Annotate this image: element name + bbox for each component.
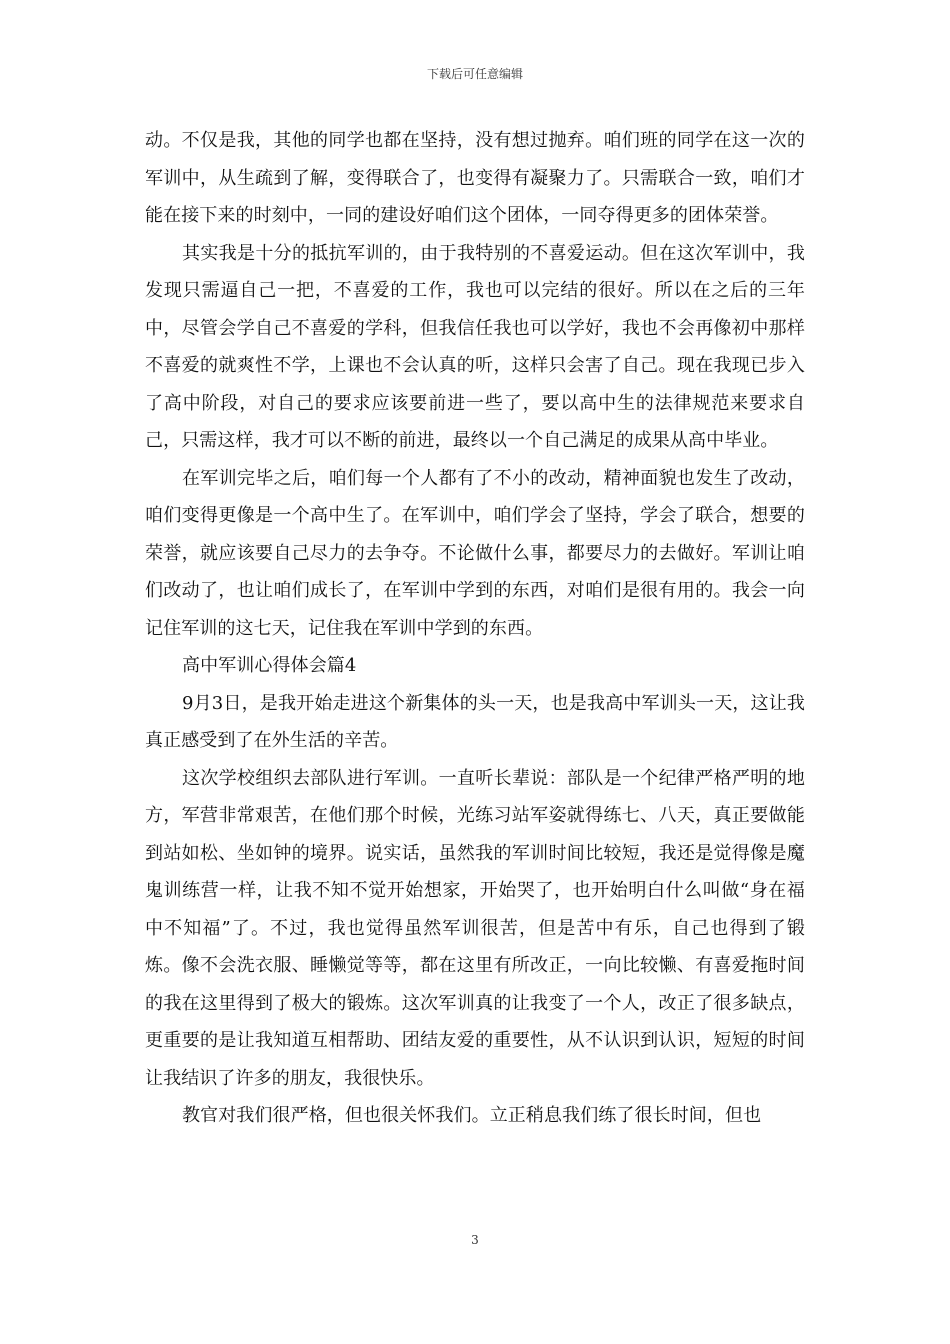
page-header: 下载后可任意编辑 xyxy=(426,67,523,81)
paragraph-1: 动。不仅是我，其他的同学也都在坚持，没有想过抛弃。咱们班的同学在这一次的军训中，从生疏到了解，变得联合了，也变得有凝聚力了。只需联合一致，咱们才能在接下来的时刻中，一同的建设好咱们这个团体，一同夺得更多的团体荣誉。 xyxy=(145,130,805,226)
paragraph-6: 教官对我们很严格，但也很关怀我们。立正稍息我们练了很长时间，但也 xyxy=(182,1105,762,1126)
document-body xyxy=(145,122,805,1135)
paragraph-2: 其实我是十分的抵抗军训的，由于我特别的不喜爱运动。但在这次军训中，我发现只需逼自己一把，不喜爱的工作，我也可以完结的很好。所以在之后的三年中，尽管会学自己不喜爱的学科，但我信任我也可以学好，我也不会再像初中那样不喜爱的就爽性不学，上课也不会认真的听，这样只会害了自己。现在我现已步入了高中阶段，对自己的要求应该要前进一些了，要以高中生的法律规范来要求自己，只需这样，我才可以不断的前进，最终以一个自己满足的成果从高中毕业。 xyxy=(145,242,805,451)
paragraph-3: 在军训完毕之后，咱们每一个人都有了不小的改动，精神面貌也发生了改动，咱们变得更像是一个高中生了。在军训中，咱们学会了坚持，学会了联合，想要的荣誉，就应该要自己尽力的去争夺。不论做什么事，都要尽力的去做好。军训让咱们改动了，也让咱们成长了，在军训中学到的东西，对咱们是很有用的。我会一向记住军训的这七天，记住我在军训中学到的东西。 xyxy=(145,467,805,639)
paragraph-4: 9月3日，是我开始走进这个新集体的头一天，也是我高中军训头一天，这让我真正感受到了在外生活的辛苦。 xyxy=(145,692,805,751)
section-heading: 高中军训心得体会篇4 xyxy=(182,655,357,676)
page-number: 3 xyxy=(471,1233,479,1247)
paragraph-5: 这次学校组织去部队进行军训。一直听长辈说：部队是一个纪律严格严明的地方，军营非常艰苦，在他们那个时候，光练习站军姿就得练七、八天，真正要做能到站如松、坐如钟的境界。说实话，虽然我的军训时间比较短，我还是觉得像是魔鬼训练营一样，让我不知不觉开始想家，开始哭了，也开始明白什么叫做“身在福中不知福”了。不过，我也觉得虽然军训很苦，但是苦中有乐，自己也得到了锻炼。像不会洗衣服、睡懒觉等等，都在这里有所改正，一向比较懒、有喜爱拖时间的我在这里得到了极大的锻炼。这次军训真的让我变了一个人，改正了很多缺点，更重要的是让我知道互相帮助、团结友爱的重要性，从不认识到认识，短短的时间让我结识了许多的朋友，我很快乐。 xyxy=(145,767,805,1089)
